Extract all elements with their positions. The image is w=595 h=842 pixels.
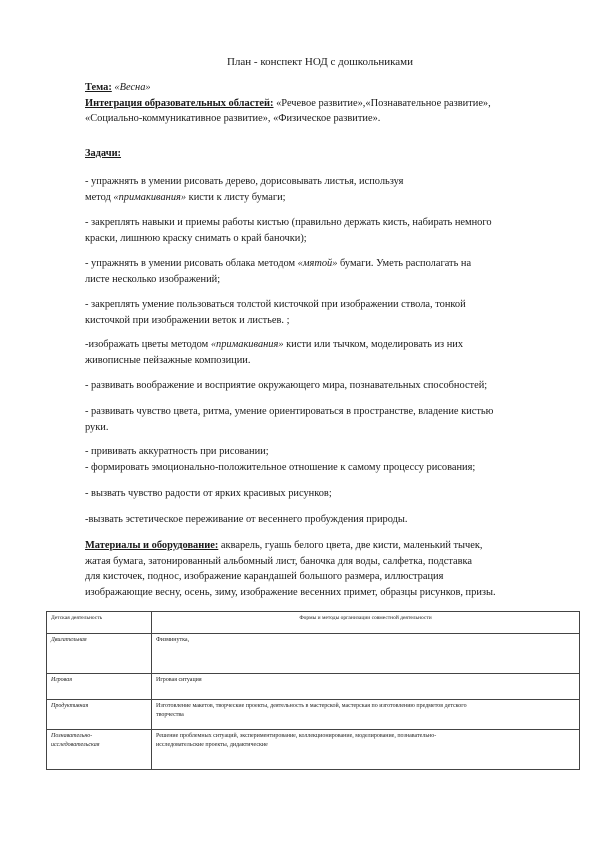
task-9-line-1: - вызвать чувство радости от ярких красивых рисунков; — [85, 488, 332, 499]
task-2-line-1: - закреплять навыки и приемы работы кистью (правильно держать кисть, набирать немного — [85, 217, 492, 228]
task-5-line-1 — [85, 337, 565, 353]
task-2-line-2: краски, лишнюю краску снимать о край баночки); — [85, 232, 307, 244]
table-cell-kind: Игровая — [47, 674, 152, 700]
task-6 — [85, 378, 565, 394]
materials-text-3: для кисточек, поднос, изображение карандашей большого размера, иллюстрация — [85, 571, 444, 582]
materials-line-1 — [85, 538, 565, 554]
table-cell-kind — [47, 730, 152, 770]
task-1 — [85, 174, 565, 205]
task-4-line-1: - закреплять умение пользоваться толстой кисточкой при изображении ствола, тонкой — [85, 299, 466, 310]
task-8 — [85, 444, 565, 475]
materials-text-1: акварель, гуашь белого цвета, две кисти, маленький тычек, — [218, 540, 483, 551]
task-4 — [85, 297, 565, 328]
table-cell-kind-line-2: исследовательская — [51, 742, 100, 748]
table-row — [47, 700, 580, 730]
table-header-activity: Детская деятельность — [47, 612, 152, 634]
task-7 — [85, 404, 565, 435]
integration-line-1 — [85, 96, 565, 112]
task-5-method: «примакивания» — [210, 339, 284, 350]
table-cell-forms-line-1: Решение проблемных ситуаций, экспериментирование, коллекционирование, моделирование, познавательно- — [156, 733, 437, 739]
task-7-line-2: руки. — [85, 421, 109, 433]
integration-label: Интеграция образовательных областей: — [85, 97, 274, 109]
materials-text-4: изображающие весну, осень, зиму, изображение весенних примет, образцы рисунков, призы. — [85, 586, 496, 598]
task-5-prefix: -изображать цветы методом — [85, 339, 211, 350]
table-cell-forms — [152, 700, 580, 730]
integration-text-1: «Речевое развитие»,«Познавательное развитие», — [276, 97, 491, 109]
table-cell-forms-line-2: исследовательские проекты, дидактические — [156, 742, 268, 748]
task-10-line-1: -вызвать эстетическое переживание от весеннего пробуждения природы. — [85, 514, 408, 525]
task-3 — [85, 256, 565, 287]
table-cell-forms: Игровая ситуация — [152, 674, 580, 700]
integration-line-2: «Социально-коммуникативное развитие», «Физическое развитие». — [85, 113, 381, 124]
tasks-label: Задачи: — [85, 148, 122, 159]
document-title: План - конспект НОД с дошкольниками — [226, 56, 414, 68]
topic-block — [85, 80, 565, 127]
table-cell-kind: Двигательная — [47, 634, 152, 674]
materials-block — [85, 538, 565, 600]
topic-value: «Весна» — [114, 82, 151, 93]
table-row — [47, 730, 580, 770]
task-1-line-1: - упражнять в умении рисовать дерево, дорисовывать листья, используя — [85, 176, 404, 187]
topic-line — [85, 80, 565, 96]
task-2 — [85, 215, 565, 246]
task-7-line-1: - развивать чувство цвета, ритма, умение ориентироваться в пространстве, владение кистью — [85, 406, 494, 417]
task-3-prefix: - упражнять в умении рисовать облака методом — [85, 258, 298, 269]
activities-table — [46, 611, 580, 770]
task-6-line-1: - развивать воображение и восприятие окружающего мира, познавательных способностей; — [85, 380, 488, 391]
tasks-heading — [85, 146, 565, 162]
task-3-line-2: листе несколько изображений; — [85, 273, 221, 285]
task-8-line-2: - формировать эмоционально-положительное отношение к самому процессу рисования; — [85, 461, 476, 473]
table-cell-forms-line-1: Изготовление макетов, творческие проекты, деятельность в мастерской, мастерская по изготовлению предметов детского — [156, 703, 467, 709]
task-5-suffix: кисти или тычком, моделировать из них — [283, 339, 464, 350]
table-header-row — [47, 612, 580, 634]
task-9 — [85, 486, 565, 502]
task-1-line-2 — [85, 190, 565, 206]
task-5-line-2: живописные пейзажные композиции. — [85, 354, 251, 366]
materials-label: Материалы и оборудование: — [85, 540, 219, 551]
table-cell-forms — [152, 730, 580, 770]
task-1-method: «примакивания» — [113, 191, 187, 203]
task-3-method: «мятой» — [297, 258, 338, 269]
task-1-prefix: метод — [85, 191, 114, 203]
table-row — [47, 674, 580, 700]
table-cell-forms-line-2: творчества — [156, 712, 184, 718]
task-1-suffix: кисти к листу бумаги; — [186, 191, 286, 203]
table-cell-forms: Физминутка, — [152, 634, 580, 674]
table-header-forms: Формы и методы организации совместной деятельности — [152, 612, 580, 634]
table-row — [47, 634, 580, 674]
table-cell-kind-line-1: Познавательно- — [51, 733, 93, 739]
task-3-line-1 — [85, 256, 565, 272]
task-4-line-2: кисточкой при изображении веток и листьев. ; — [85, 314, 290, 326]
task-10 — [85, 512, 565, 528]
materials-text-2: жатая бумага, затонированный альбомный лист, баночка для воды, салфетка, подставка — [85, 555, 473, 567]
task-3-suffix: бумаги. Уметь располагать на — [337, 258, 472, 269]
topic-label: Тема: — [85, 82, 112, 93]
table-cell-kind: Продуктивная — [47, 700, 152, 730]
task-8-line-1: - прививать аккуратность при рисовании; — [85, 446, 269, 457]
task-5 — [85, 337, 565, 368]
